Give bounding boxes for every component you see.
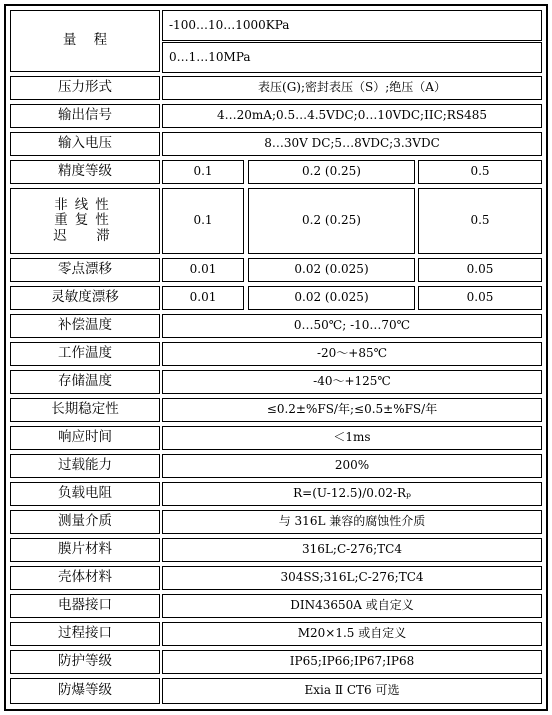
load-resistance-label: 负载电阻 <box>10 482 160 506</box>
protection-value: IP65;IP66;IP67;IP68 <box>162 650 542 674</box>
sensitivity-drift-label: 灵敏度漂移 <box>10 286 160 310</box>
range-value-1: -100…10…1000KPa <box>162 10 542 41</box>
load-resistance-value: R=(U-12.5)/0.02-Rₚ <box>162 482 542 506</box>
zero-drift-label: 零点漂移 <box>10 258 160 282</box>
zero-drift-value-2: 0.02 (0.025) <box>248 258 415 282</box>
medium-value: 与 316L 兼容的腐蚀性介质 <box>162 510 542 534</box>
range-value-2: 0…1…10MPa <box>162 42 542 73</box>
linearity-value-2: 0.2 (0.25) <box>248 188 415 254</box>
diaphragm-label: 膜片材料 <box>10 538 160 562</box>
work-temp-label: 工作温度 <box>10 342 160 366</box>
stability-value: ≤0.2±%FS/年;≤0.5±%FS/年 <box>162 398 542 422</box>
accuracy-value-2: 0.2 (0.25) <box>248 160 415 184</box>
proc-conn-label: 过程接口 <box>10 622 160 646</box>
explosion-label: 防爆等级 <box>10 678 160 704</box>
proc-conn-value: M20×1.5 或自定义 <box>162 622 542 646</box>
elec-conn-label: 电器接口 <box>10 594 160 618</box>
hysteresis-label: 迟 滞 <box>53 227 117 244</box>
accuracy-value-3: 0.5 <box>418 160 542 184</box>
linearity-label <box>10 188 160 254</box>
housing-value: 304SS;316L;C-276;TC4 <box>162 566 542 590</box>
range-label: 量 程 <box>10 10 160 72</box>
zero-drift-value-3: 0.05 <box>418 258 542 282</box>
output-signal-label: 输出信号 <box>10 104 160 128</box>
housing-label: 壳体材料 <box>10 566 160 590</box>
zero-drift-value-1: 0.01 <box>162 258 244 282</box>
pressure-type-value: 表压(G);密封表压（S）;绝压（A） <box>162 76 542 100</box>
input-voltage-label: 输入电压 <box>10 132 160 156</box>
accuracy-label: 精度等级 <box>10 160 160 184</box>
diaphragm-value: 316L;C-276;TC4 <box>162 538 542 562</box>
store-temp-value: -40～+125℃ <box>162 370 542 394</box>
accuracy-value-1: 0.1 <box>162 160 244 184</box>
spec-table <box>4 4 548 711</box>
response-label: 响应时间 <box>10 426 160 450</box>
sensitivity-drift-value-3: 0.05 <box>418 286 542 310</box>
linearity-value-3: 0.5 <box>418 188 542 254</box>
output-signal-value: 4…20mA;0.5…4.5VDC;0…10VDC;IIC;RS485 <box>162 104 542 128</box>
stability-label: 长期稳定性 <box>10 398 160 422</box>
comp-temp-value: 0…50℃; -10…70℃ <box>162 314 542 338</box>
repeatability-label: 重复性 <box>54 212 116 229</box>
nonlinearity-label: 非线性 <box>54 196 116 213</box>
sensitivity-drift-value-1: 0.01 <box>162 286 244 310</box>
pressure-type-label: 压力形式 <box>10 76 160 100</box>
input-voltage-value: 8…30V DC;5…8VDC;3.3VDC <box>162 132 542 156</box>
elec-conn-value: DIN43650A 或自定义 <box>162 594 542 618</box>
work-temp-value: -20～+85℃ <box>162 342 542 366</box>
linearity-value-1: 0.1 <box>162 188 244 254</box>
protection-label: 防护等级 <box>10 650 160 674</box>
medium-label: 测量介质 <box>10 510 160 534</box>
overload-label: 过载能力 <box>10 454 160 478</box>
comp-temp-label: 补偿温度 <box>10 314 160 338</box>
explosion-value: Exia Ⅱ CT6 可选 <box>162 678 542 704</box>
response-value: ＜1ms <box>162 426 542 450</box>
overload-value: 200% <box>162 454 542 478</box>
sensitivity-drift-value-2: 0.02 (0.025) <box>248 286 415 310</box>
store-temp-label: 存储温度 <box>10 370 160 394</box>
